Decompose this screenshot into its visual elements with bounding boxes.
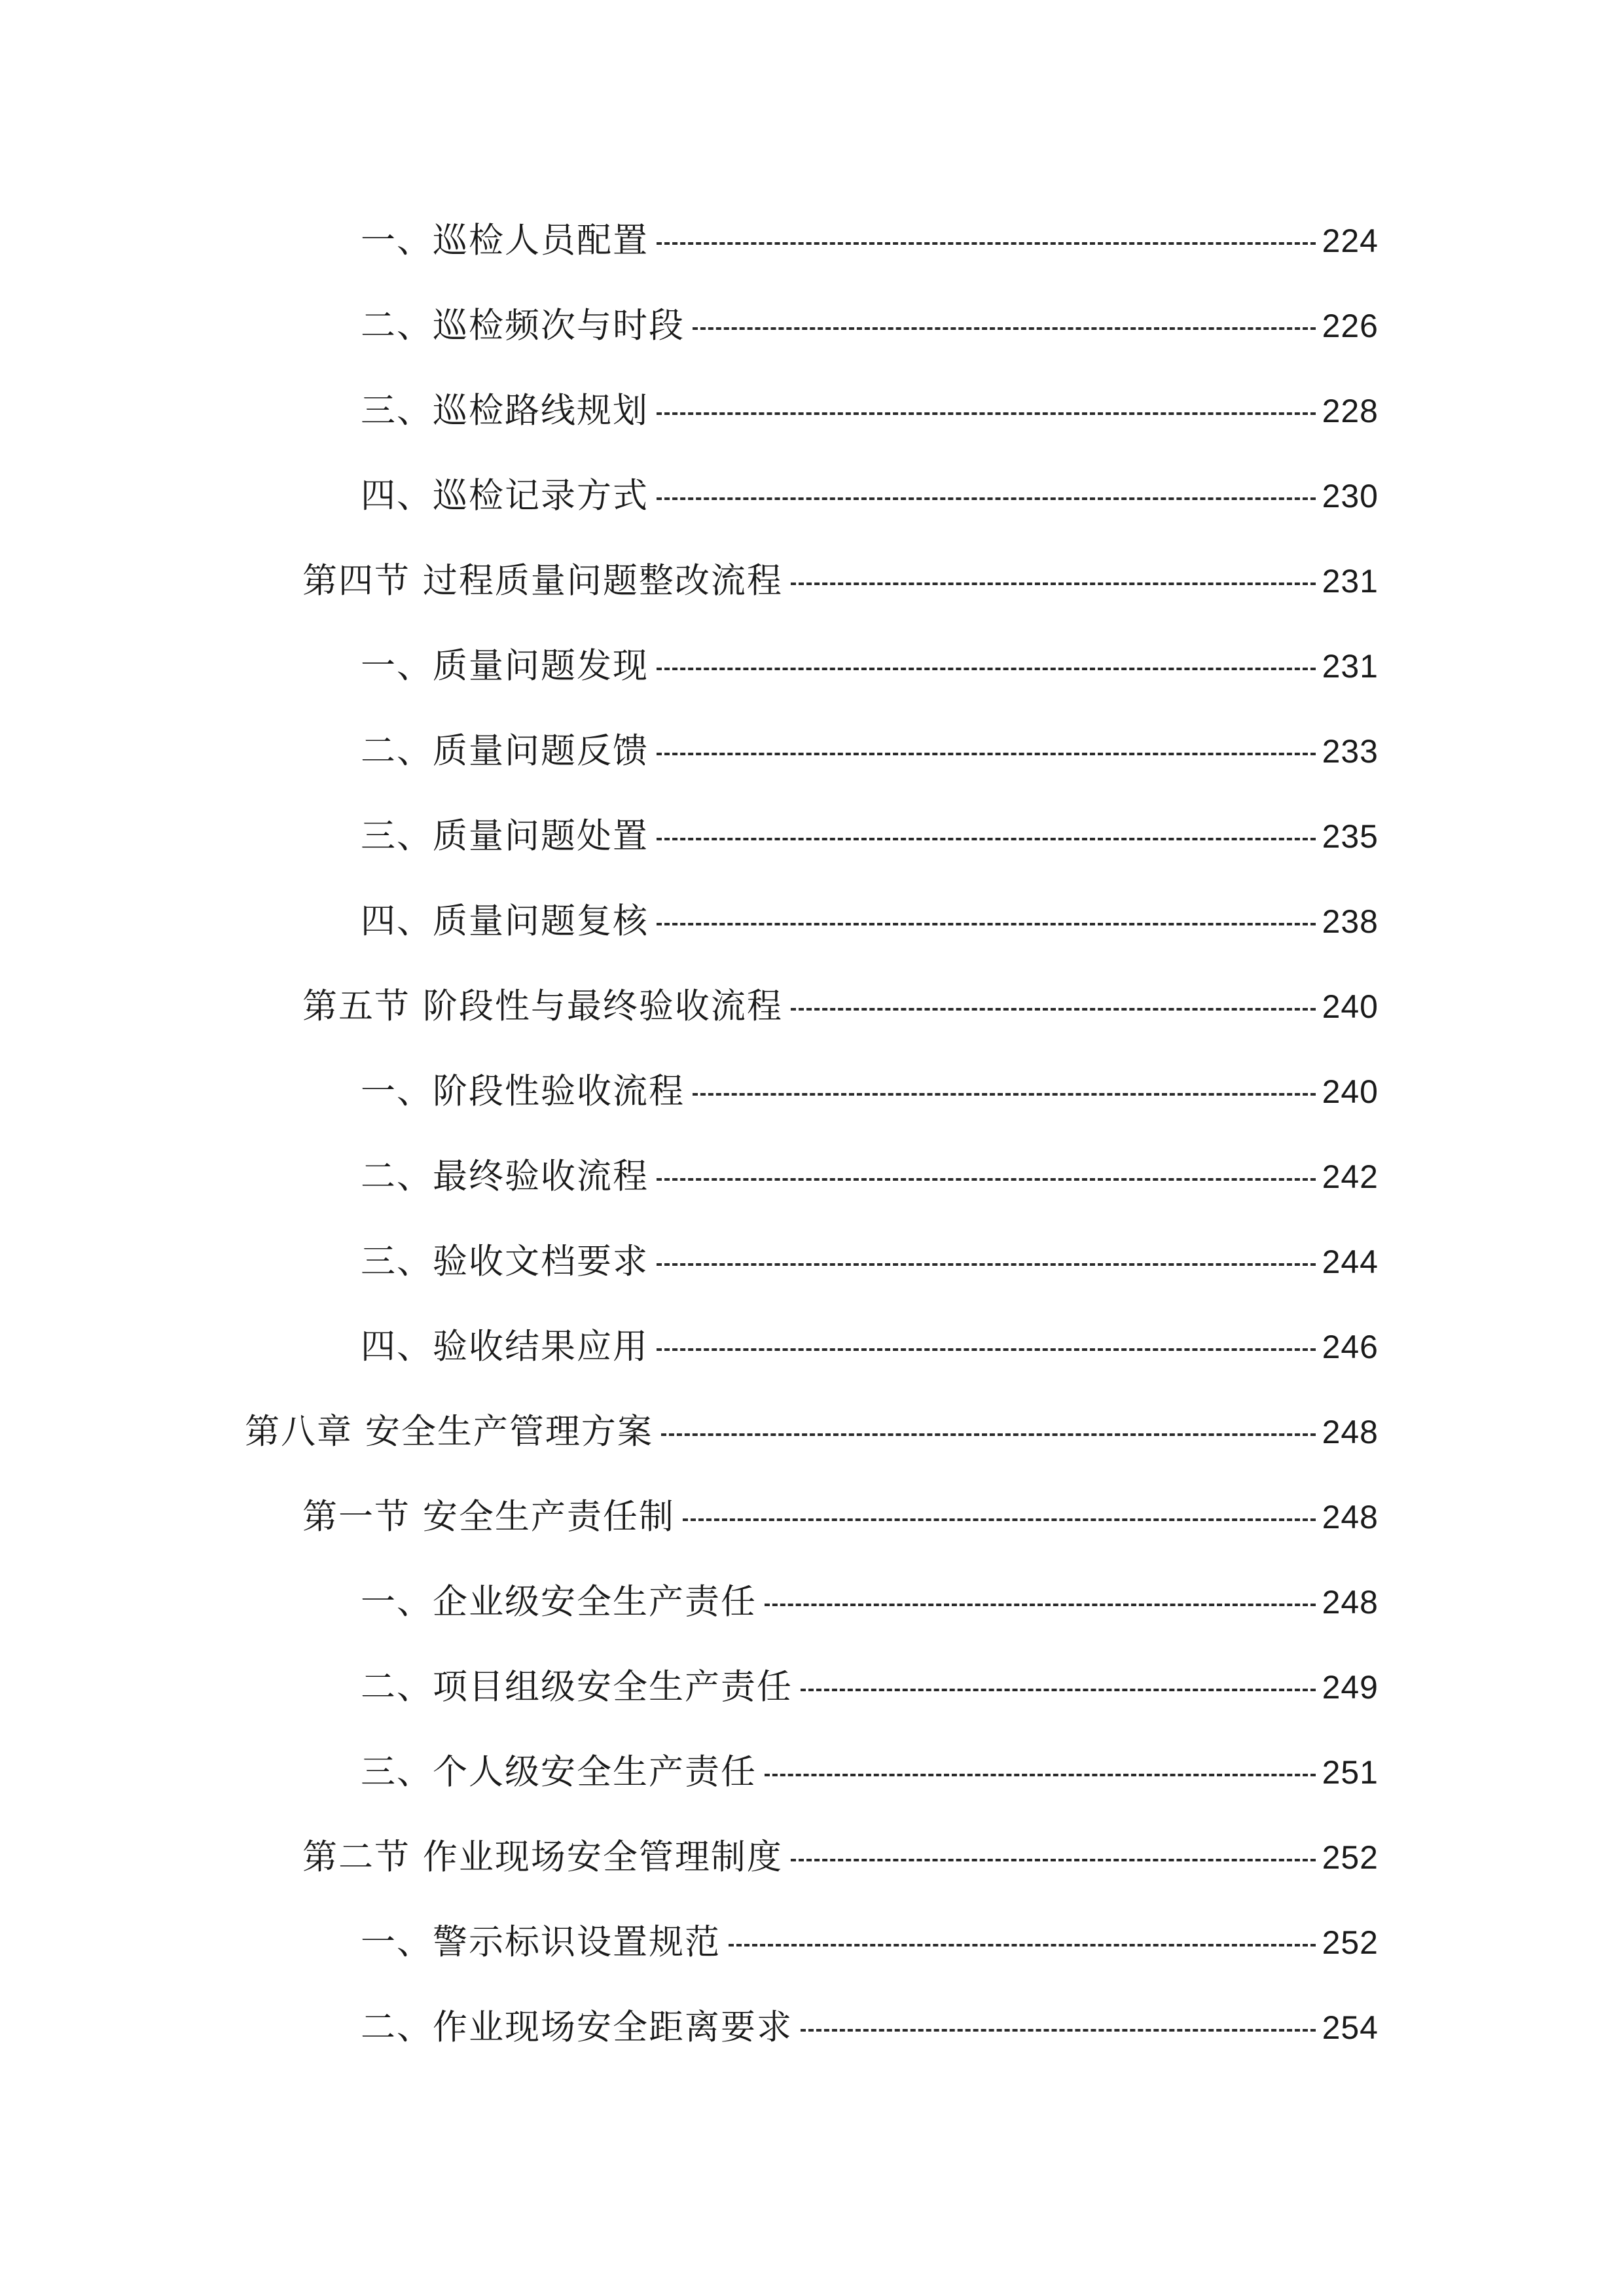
toc-entry[interactable]: [361, 807, 1379, 866]
toc-entry-title: 第五节 阶段性与最终验收流程: [302, 986, 783, 1026]
toc-entry-title: 一、巡检人员配置: [361, 221, 649, 260]
toc-leader-dots: [765, 1604, 1316, 1606]
toc-entry-title: 第八章 安全生产管理方案: [245, 1412, 653, 1452]
toc-entry-page: 231: [1322, 563, 1379, 600]
toc-entry-title: 第二节 作业现场安全管理制度: [302, 1837, 783, 1877]
toc-leader-dots: [801, 2029, 1316, 2032]
toc-entry-section[interactable]: [302, 552, 1379, 611]
toc-entry-page: 226: [1322, 308, 1379, 344]
toc-leader-dots: [657, 412, 1316, 415]
toc-entry-page: 228: [1322, 393, 1379, 429]
toc-entry-title: 二、项目组级安全生产责任: [361, 1667, 793, 1707]
toc-entry-title: 一、警示标识设置规范: [361, 1922, 721, 1962]
toc-leader-dots: [791, 1859, 1316, 1861]
toc-entry-page: 246: [1322, 1329, 1379, 1365]
toc-entry-title: 三、质量问题处置: [361, 816, 649, 856]
toc-entry[interactable]: [361, 637, 1379, 696]
toc-leader-dots: [791, 1008, 1316, 1011]
toc-entry-title: 第一节 安全生产责任制: [302, 1497, 675, 1537]
toc-entry-section[interactable]: [302, 977, 1379, 1036]
toc-leader-dots: [657, 1263, 1316, 1266]
toc-entry-title: 二、质量问题反馈: [361, 731, 649, 771]
toc-entry-title: 第四节 过程质量问题整改流程: [302, 561, 783, 601]
toc-leader-dots: [657, 753, 1316, 755]
toc-entry-page: 238: [1322, 903, 1379, 940]
toc-entry-page: 224: [1322, 223, 1379, 259]
toc-leader-dots: [657, 497, 1316, 500]
toc-entry[interactable]: [361, 467, 1379, 526]
toc-entry[interactable]: [361, 1573, 1379, 1632]
toc-entry-title: 四、巡检记录方式: [361, 476, 649, 516]
toc-entry-title: 三、个人级安全生产责任: [361, 1752, 757, 1792]
toc-leader-dots: [765, 1774, 1316, 1776]
toc-entry-title: 四、质量问题复核: [361, 901, 649, 941]
toc-leader-dots: [657, 242, 1316, 245]
toc-entry-title: 四、验收结果应用: [361, 1327, 649, 1367]
toc-entry-title: 一、阶段性验收流程: [361, 1071, 685, 1111]
toc-entry-section[interactable]: [302, 1488, 1379, 1547]
toc-leader-dots: [801, 1689, 1316, 1691]
toc-entry-page: 252: [1322, 1924, 1379, 1961]
toc-entry-page: 244: [1322, 1244, 1379, 1280]
toc-entry[interactable]: [361, 1318, 1379, 1376]
toc-entry-title: 二、巡检频次与时段: [361, 306, 685, 346]
toc-entry-page: 248: [1322, 1584, 1379, 1621]
toc-entry-page: 254: [1322, 2009, 1379, 2046]
toc-entry[interactable]: [361, 211, 1379, 270]
toc-leader-dots: [693, 1093, 1316, 1096]
toc-entry-title: 二、最终验收流程: [361, 1157, 649, 1196]
toc-leader-dots: [657, 923, 1316, 925]
toc-leader-dots: [657, 668, 1316, 670]
toc-entry-page: 252: [1322, 1839, 1379, 1876]
toc-entry[interactable]: [361, 1743, 1379, 1802]
toc-entry[interactable]: [361, 382, 1379, 440]
toc-entry[interactable]: [361, 1998, 1379, 2057]
toc-leader-dots: [693, 327, 1316, 330]
toc-entry[interactable]: [361, 1232, 1379, 1291]
toc-leader-dots: [657, 838, 1316, 840]
toc-entry-title: 三、验收文档要求: [361, 1242, 649, 1282]
toc-entry-page: 231: [1322, 648, 1379, 685]
toc-entry-page: 242: [1322, 1158, 1379, 1195]
toc-leader-dots: [729, 1944, 1316, 1946]
toc-entry-chapter[interactable]: [245, 1403, 1379, 1462]
toc-entry-page: 233: [1322, 733, 1379, 770]
toc-entry-page: 240: [1322, 988, 1379, 1025]
toc-entry-title: 一、企业级安全生产责任: [361, 1582, 757, 1622]
toc-entry-page: 248: [1322, 1414, 1379, 1450]
toc-entry-page: 230: [1322, 478, 1379, 514]
toc-entry-page: 248: [1322, 1499, 1379, 1535]
toc-entry-page: 251: [1322, 1754, 1379, 1791]
toc-entry-title: 三、巡检路线规划: [361, 391, 649, 431]
toc-entry-section[interactable]: [302, 1828, 1379, 1887]
toc-entry[interactable]: [361, 296, 1379, 355]
toc-entry[interactable]: [361, 1658, 1379, 1717]
toc-entry[interactable]: [361, 722, 1379, 781]
toc-entry-page: 235: [1322, 818, 1379, 855]
toc-entry[interactable]: [361, 892, 1379, 951]
toc-leader-dots: [661, 1433, 1316, 1436]
toc-entry-page: 240: [1322, 1073, 1379, 1110]
toc-entry[interactable]: [361, 1062, 1379, 1121]
toc-leader-dots: [791, 583, 1316, 585]
toc-leader-dots: [657, 1348, 1316, 1351]
toc-entry[interactable]: [361, 1913, 1379, 1972]
toc-entry[interactable]: [361, 1147, 1379, 1206]
toc-entry-title: 一、质量问题发现: [361, 646, 649, 686]
toc-leader-dots: [683, 1518, 1316, 1521]
toc-entry-title: 二、作业现场安全距离要求: [361, 2007, 793, 2047]
toc-entry-page: 249: [1322, 1669, 1379, 1706]
toc-leader-dots: [657, 1178, 1316, 1181]
